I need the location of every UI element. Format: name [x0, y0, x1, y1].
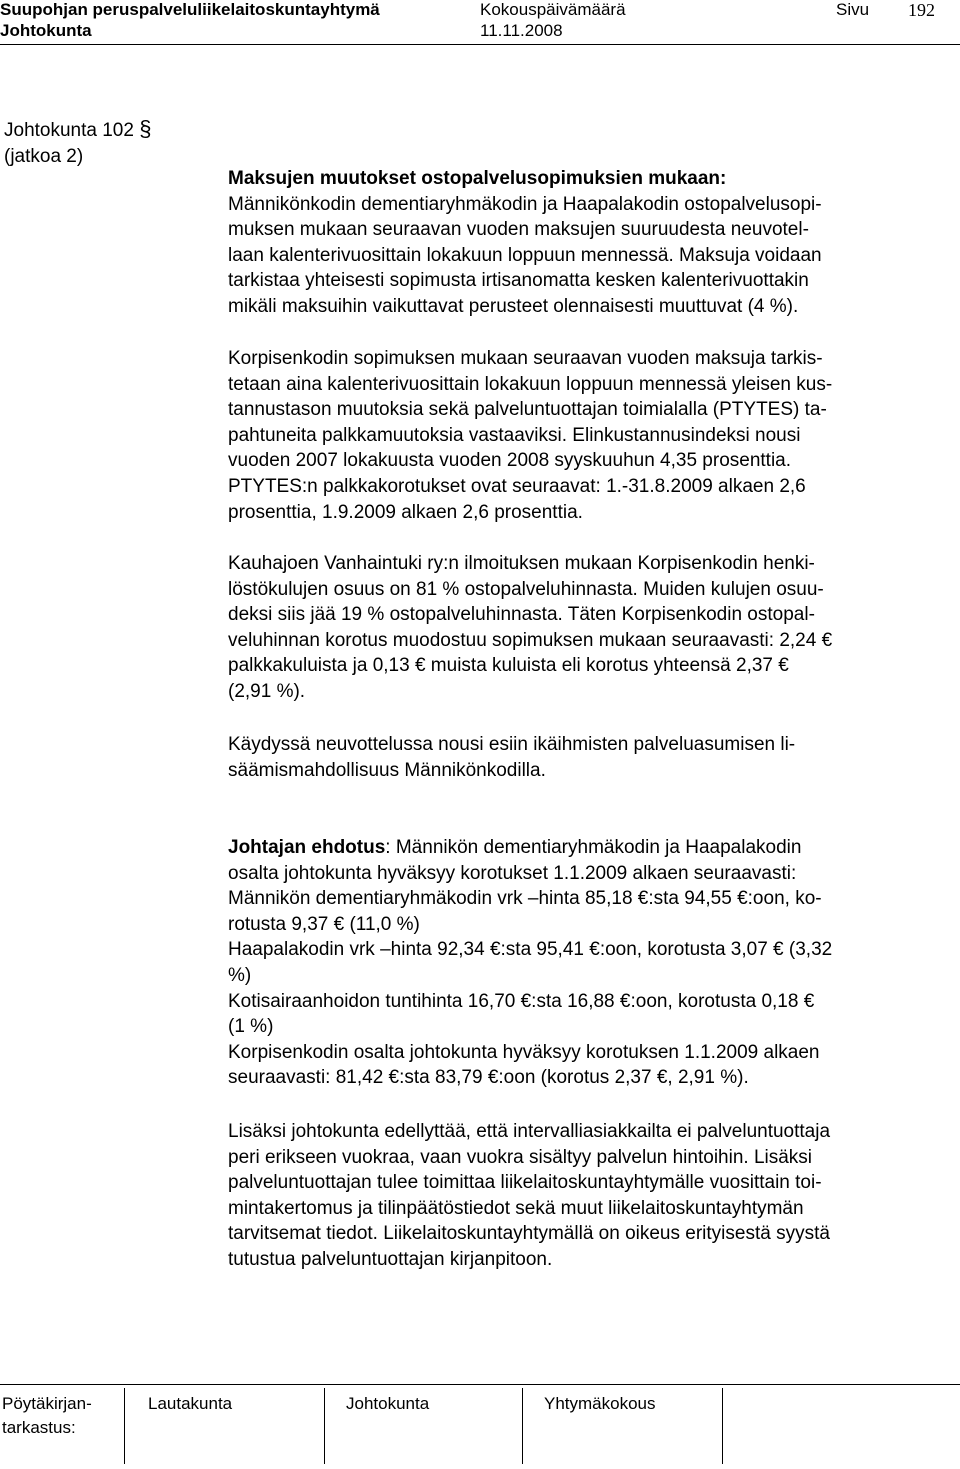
text-line: Haapalakodin vrk –hinta 92,34 €:sta 95,41 €:oon, korotusta 3,07 € (3,32 [228, 939, 833, 961]
signature-divider [324, 1388, 325, 1464]
text-line: osalta johtokunta hyväksyy korotukset 1.1.2009 alkaen seuraavasti: [228, 862, 797, 884]
text-line: PTYTES:n palkkakorotukset ovat seuraavat: 1.-31.8.2009 alkaen 2,6 [228, 475, 806, 497]
text-line: pahtuneita palkkamuutoksia vastaaviksi. Elinkustannusindeksi nousi [228, 424, 801, 446]
text-line: tarvitsemat tiedot. Liikelaitoskuntayhtymällä on oikeus erityisestä syystä [228, 1223, 830, 1245]
text-line: (1 %) [228, 1016, 274, 1038]
text-line: peri erikseen vuokraa, vaan vuokra sisältyy palvelun hintoihin. Lisäksi [228, 1146, 813, 1168]
proposal-first-line: : Männikön dementiaryhmäkodin ja Haapalakodin [385, 837, 802, 858]
paragraph-1-heading: Maksujen muutokset ostopalvelusopimuksien mukaan: [228, 168, 727, 189]
footer-col-yhtymakokous: Yhtymäkokous [544, 1394, 656, 1413]
text-line: Korpisenkodin sopimuksen mukaan seuraavan vuoden maksuja tarkis- [228, 348, 823, 369]
section-title: Johtokunta 102 [4, 120, 134, 141]
text-line: tutustua palveluntuottajan kirjanpitoon. [228, 1248, 553, 1270]
text-line: %) [228, 964, 252, 986]
text-line: laan kalenterivuosittain lokakuun loppuun mennessä. Maksuja voidaan [228, 244, 822, 266]
header-date: 11.11.2008 [480, 21, 563, 40]
text-line: deksi siis jää 19 % ostopalveluhinnasta. Täten Korpisenkodin ostopal- [228, 604, 815, 626]
footer-check-label-2: tarkastus: [2, 1418, 76, 1437]
footer-check-label-1: Pöytäkirjan- [2, 1394, 92, 1413]
text-line: löstökulujen osuus on 81 % ostopalveluhinnasta. Muiden kulujen osuu- [228, 578, 824, 600]
text-line: Kotisairaanhoidon tuntihinta 16,70 €:sta 16,88 €:oon, korotusta 0,18 € [228, 990, 815, 1012]
paragraph-6 [228, 1119, 940, 1273]
text-line: Käydyssä neuvottelussa nousi esiin ikäihmisten palveluasumisen li- [228, 734, 796, 755]
text-line: veluhinnan korotus muodostuu sopimuksen mukaan seuraavasti: 2,24 € [228, 629, 833, 651]
text-line: rotusta 9,37 € (11,0 %) [228, 913, 420, 935]
text-line: mikäli maksuihin vaikuttavat perusteet olennaisesti muuttuvat (4 %). [228, 295, 799, 317]
section-label [4, 116, 151, 170]
text-line: tannustason muutoksia sekä palveluntuottajan toimialalla (PTYTES) ta- [228, 399, 827, 421]
footer-col-lautakunta: Lautakunta [148, 1394, 233, 1413]
proposal-paragraph [228, 835, 940, 1091]
section-continuation: (jatkoa 2) [4, 146, 84, 167]
header-date-label: Kokouspäivämäärä [480, 0, 626, 19]
paragraph-1 [228, 166, 940, 320]
section-mark: § [139, 116, 152, 141]
signature-divider [124, 1388, 125, 1464]
text-line: Kauhajoen Vanhaintuki ry:n ilmoituksen mukaan Korpisenkodin henki- [228, 553, 815, 574]
text-line: seuraavasti: 81,42 €:sta 83,79 €:oon (korotus 2,37 €, 2,91 %). [228, 1067, 749, 1089]
paragraph-3 [228, 551, 940, 705]
text-line: Männikön dementiaryhmäkodin vrk –hinta 85,18 €:sta 94,55 €:oon, ko- [228, 888, 822, 910]
text-line: säämismahdollisuus Männikönkodilla. [228, 759, 546, 781]
signature-divider [522, 1388, 523, 1464]
footer-col-johtokunta: Johtokunta [346, 1394, 430, 1413]
header-page-label: Sivu [836, 0, 870, 19]
text-line: tarkistaa yhteisesti sopimusta irtisanomatta kesken kalenterivuottakin [228, 270, 809, 292]
text-line: tetaan aina kalenterivuosittain lokakuun loppuun mennessä yleisen kus- [228, 373, 833, 395]
header-page-number: 192 [908, 0, 935, 20]
text-line: Lisäksi johtokunta edellyttää, että intervalliasiakkailta ei palveluntuottaja [228, 1121, 831, 1142]
text-line: palveluntuottajan tulee toimittaa liikelaitoskuntayhtymälle vuosittain toi- [228, 1172, 822, 1194]
paragraph-4 [228, 732, 940, 783]
text-line: mintakertomus ja tilinpäätöstiedot sekä muut liikelaitoskuntayhtymän [228, 1197, 804, 1219]
paragraph-2 [228, 346, 940, 525]
proposal-lead: Johtajan ehdotus [228, 837, 386, 858]
header-rule [0, 44, 960, 45]
header-body: Johtokunta [0, 21, 92, 40]
text-line: muksen mukaan seuraavan vuoden maksujen suuruudesta neuvotel- [228, 219, 809, 241]
text-line: Korpisenkodin osalta johtokunta hyväksyy korotuksen 1.1.2009 alkaen [228, 1041, 820, 1063]
text-line: prosenttia, 1.9.2009 alkaen 2,6 prosenttia. [228, 501, 583, 523]
text-line: palkkakuluista ja 0,13 € muista kuluista eli korotus yhteensä 2,37 € [228, 655, 789, 677]
footer-rule [0, 1384, 960, 1385]
text-line: vuoden 2007 lokakuusta vuoden 2008 syyskuuhun 4,35 prosenttia. [228, 450, 792, 472]
header-organization: Suupohjan peruspalveluliikelaitoskuntayhtymä [0, 0, 380, 19]
signature-divider [722, 1388, 723, 1464]
text-line: Männikönkodin dementiaryhmäkodin ja Haapalakodin ostopalvelusopi- [228, 193, 822, 215]
text-line: (2,91 %). [228, 680, 306, 702]
